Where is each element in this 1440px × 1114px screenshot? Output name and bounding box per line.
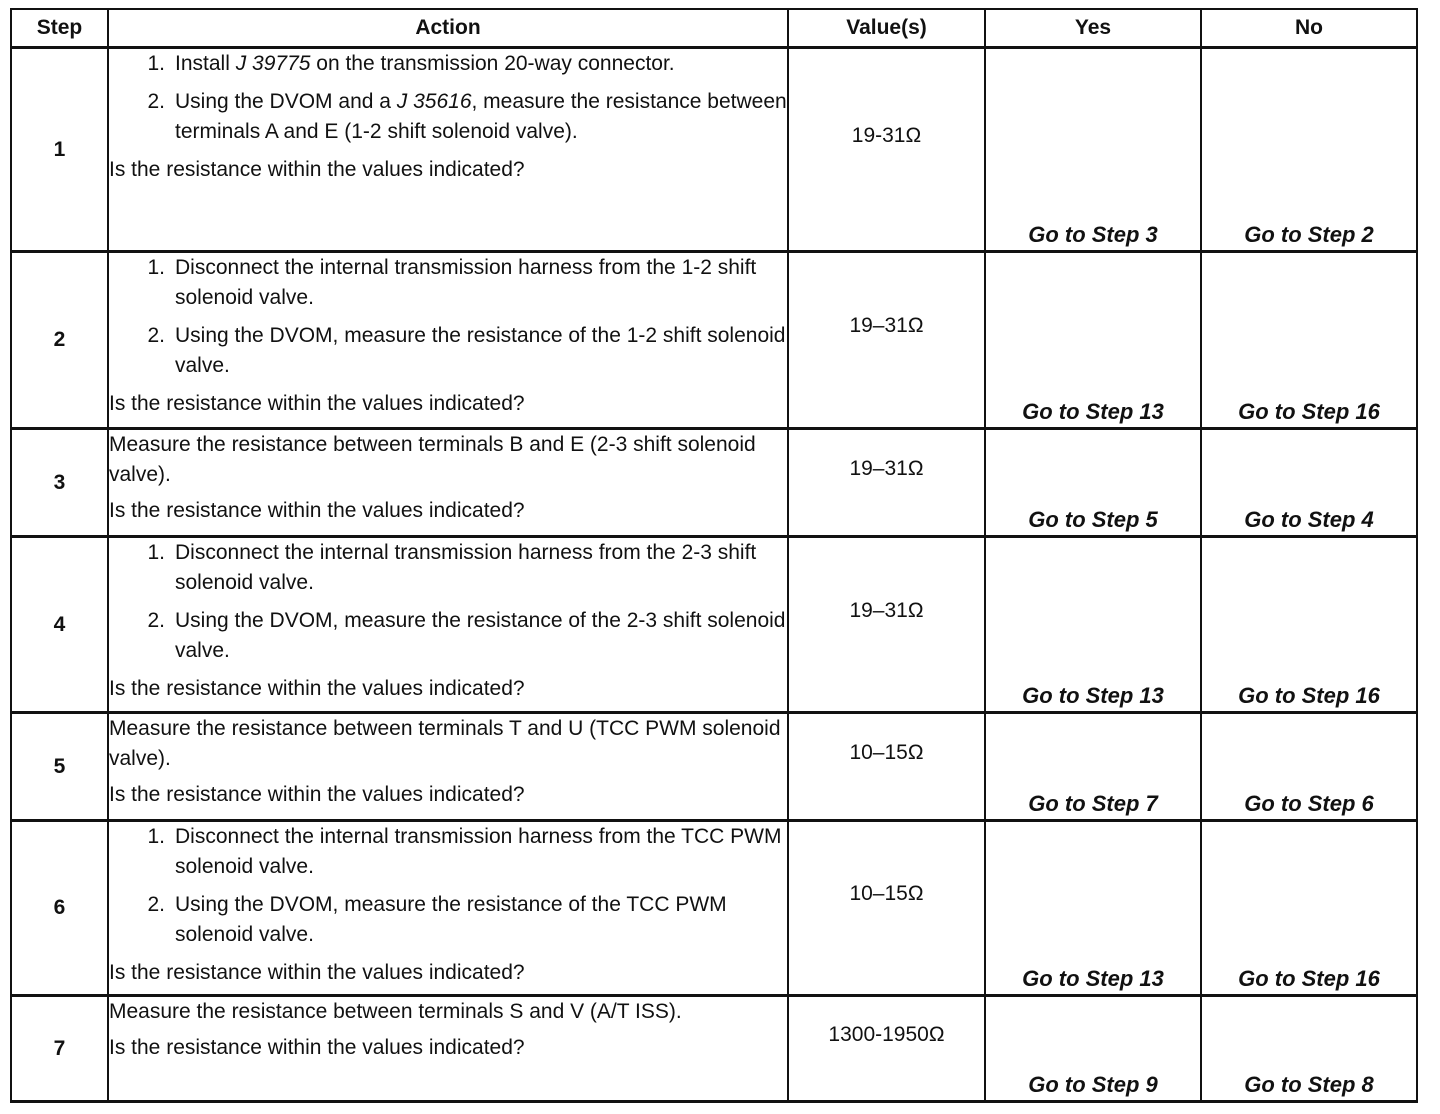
action-step bbox=[109, 606, 787, 666]
yes-result: Go to Step 7 bbox=[985, 713, 1201, 821]
action-step-text: Using the DVOM, measure the resistance of the TCC PWM solenoid valve. bbox=[175, 893, 727, 946]
table-row bbox=[11, 821, 1417, 996]
step-number: 7 bbox=[11, 996, 108, 1102]
action-step-text: Disconnect the internal transmission harness from the 1-2 shift solenoid valve. bbox=[175, 256, 757, 309]
yes-result: Go to Step 9 bbox=[985, 996, 1201, 1102]
header-values: Value(s) bbox=[788, 9, 985, 48]
value-cell bbox=[788, 996, 985, 1102]
no-result: Go to Step 16 bbox=[1201, 821, 1417, 996]
no-result: Go to Step 4 bbox=[1201, 429, 1417, 537]
tool-reference: J 39775 bbox=[235, 52, 311, 75]
value-cell bbox=[788, 48, 985, 252]
header-no: No bbox=[1201, 9, 1417, 48]
action-steps-list bbox=[109, 822, 787, 950]
resistance-value: 19–31Ω bbox=[849, 598, 924, 622]
action-cell bbox=[108, 713, 788, 821]
action-question: Is the resistance within the values indicated? bbox=[109, 499, 525, 522]
action-step-text: Using the DVOM and a bbox=[175, 90, 397, 113]
action-step-number: 2. bbox=[147, 609, 165, 632]
value-cell bbox=[788, 252, 985, 429]
header-step: Step bbox=[11, 9, 108, 48]
action-step-text: Install bbox=[175, 52, 236, 75]
action-step-number: 1. bbox=[147, 825, 165, 848]
action-step bbox=[109, 321, 787, 381]
action-question: Is the resistance within the values indicated? bbox=[109, 677, 525, 700]
tool-reference: J 35616 bbox=[396, 90, 472, 113]
yes-result: Go to Step 13 bbox=[985, 821, 1201, 996]
action-steps-list bbox=[109, 253, 787, 381]
action-step bbox=[109, 890, 787, 950]
no-result: Go to Step 6 bbox=[1201, 713, 1417, 821]
action-step bbox=[109, 538, 787, 598]
step-number: 1 bbox=[11, 48, 108, 252]
diagnostic-table bbox=[10, 8, 1418, 1103]
action-text: Measure the resistance between terminals T and U (TCC PWM solenoid valve). bbox=[109, 717, 781, 770]
resistance-value: 19-31Ω bbox=[851, 123, 922, 147]
no-result: Go to Step 16 bbox=[1201, 252, 1417, 429]
action-question: Is the resistance within the values indicated? bbox=[109, 392, 525, 415]
header-row bbox=[11, 9, 1417, 48]
action-step bbox=[109, 87, 787, 147]
action-steps-list bbox=[109, 538, 787, 666]
action-cell bbox=[108, 48, 788, 252]
action-question: Is the resistance within the values indicated? bbox=[109, 158, 525, 181]
step-number: 3 bbox=[11, 429, 108, 537]
no-result: Go to Step 16 bbox=[1201, 537, 1417, 713]
resistance-value: 10–15Ω bbox=[849, 740, 924, 764]
action-step-number: 2. bbox=[147, 90, 165, 113]
resistance-value: 10–15Ω bbox=[849, 882, 924, 905]
action-step-text: Using the DVOM, measure the resistance of the 1-2 shift solenoid valve. bbox=[175, 324, 786, 377]
yes-result: Go to Step 13 bbox=[985, 537, 1201, 713]
table-row bbox=[11, 48, 1417, 252]
action-step-text: , measure the resistance between terminals A and E (1-2 shift solenoid valve). bbox=[175, 90, 787, 143]
action-cell bbox=[108, 429, 788, 537]
resistance-value: 19–31Ω bbox=[849, 456, 924, 480]
resistance-value: 19–31Ω bbox=[849, 314, 924, 337]
yes-result: Go to Step 3 bbox=[985, 48, 1201, 252]
action-step-number: 2. bbox=[147, 324, 165, 347]
table-row bbox=[11, 429, 1417, 537]
action-step-text: Disconnect the internal transmission harness from the TCC PWM solenoid valve. bbox=[175, 825, 782, 878]
step-number: 4 bbox=[11, 537, 108, 713]
action-step-text: Using the DVOM, measure the resistance of the 2-3 shift solenoid valve. bbox=[175, 609, 786, 662]
action-step-number: 1. bbox=[147, 256, 165, 279]
table-row bbox=[11, 537, 1417, 713]
table-row bbox=[11, 252, 1417, 429]
action-step-text: on the transmission 20-way connector. bbox=[310, 52, 675, 75]
action-question: Is the resistance within the values indicated? bbox=[109, 783, 525, 806]
resistance-value: 1300-1950Ω bbox=[828, 1022, 945, 1046]
action-cell bbox=[108, 537, 788, 713]
action-step bbox=[109, 49, 787, 79]
table-row bbox=[11, 713, 1417, 821]
action-step-number: 2. bbox=[147, 893, 165, 916]
value-cell bbox=[788, 821, 985, 996]
value-cell bbox=[788, 537, 985, 713]
no-result: Go to Step 8 bbox=[1201, 996, 1417, 1102]
action-question: Is the resistance within the values indicated? bbox=[109, 961, 525, 984]
action-text: Measure the resistance between terminals S and V (A/T ISS). bbox=[109, 1000, 682, 1023]
action-question: Is the resistance within the values indicated? bbox=[109, 1036, 525, 1059]
action-cell bbox=[108, 821, 788, 996]
action-step-number: 1. bbox=[147, 52, 165, 75]
value-cell bbox=[788, 713, 985, 821]
header-yes: Yes bbox=[985, 9, 1201, 48]
table-row bbox=[11, 996, 1417, 1102]
no-result: Go to Step 2 bbox=[1201, 48, 1417, 252]
action-text: Measure the resistance between terminals B and E (2-3 shift solenoid valve). bbox=[109, 433, 756, 486]
action-step bbox=[109, 253, 787, 313]
yes-result: Go to Step 5 bbox=[985, 429, 1201, 537]
header-action: Action bbox=[108, 9, 788, 48]
action-cell bbox=[108, 996, 788, 1102]
step-number: 5 bbox=[11, 713, 108, 821]
step-number: 2 bbox=[11, 252, 108, 429]
yes-result: Go to Step 13 bbox=[985, 252, 1201, 429]
value-cell bbox=[788, 429, 985, 537]
action-step-number: 1. bbox=[147, 541, 165, 564]
action-step bbox=[109, 822, 787, 882]
table-body bbox=[11, 48, 1417, 1102]
step-number: 6 bbox=[11, 821, 108, 996]
action-step-text: Disconnect the internal transmission harness from the 2-3 shift solenoid valve. bbox=[175, 541, 757, 594]
action-steps-list bbox=[109, 49, 787, 147]
action-cell bbox=[108, 252, 788, 429]
